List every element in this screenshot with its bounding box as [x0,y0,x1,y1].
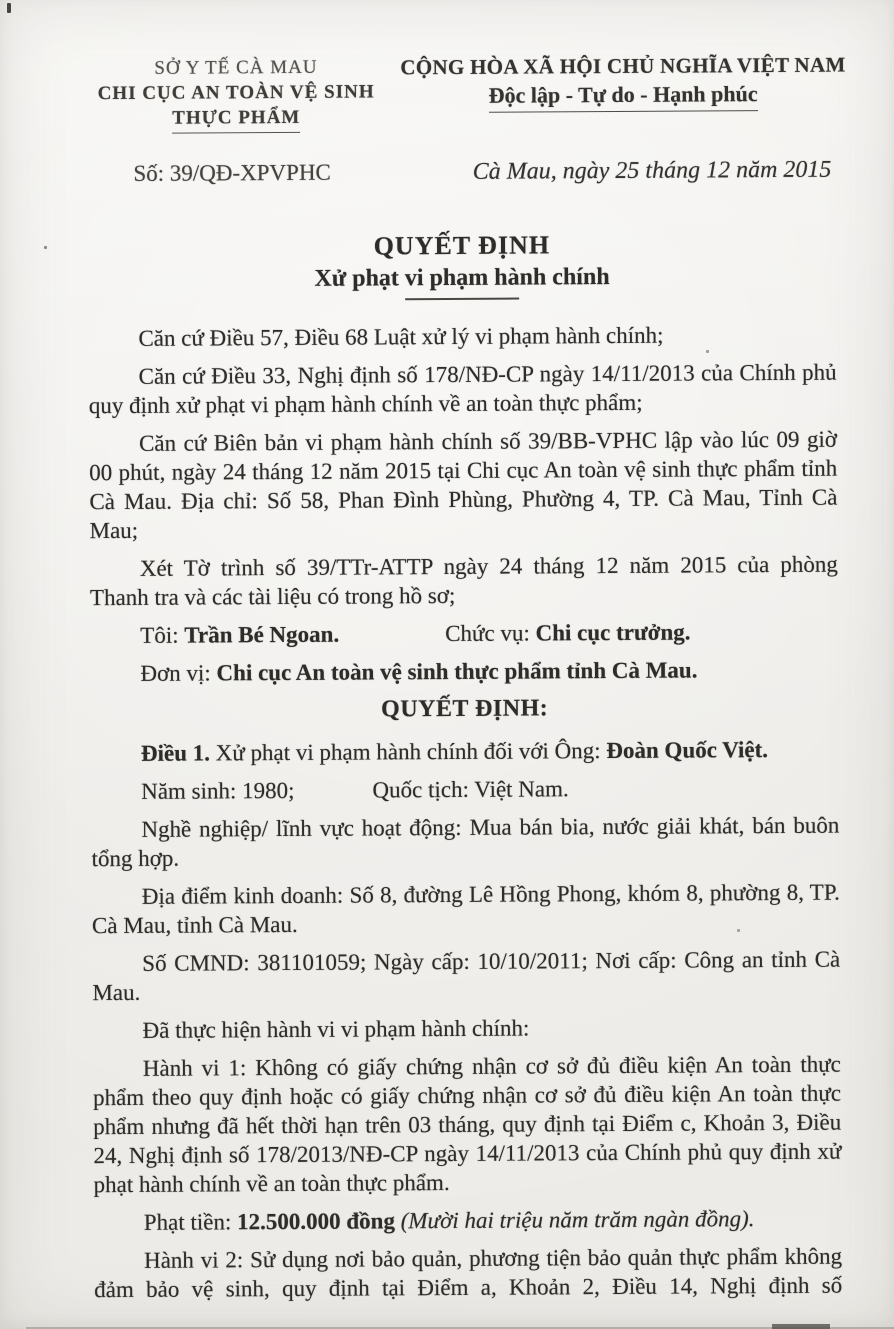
decision-section-heading: QUYẾT ĐỊNH: [381,695,549,723]
fine-1-amount: 12.500.000 đồng [237,1208,396,1235]
nationality: Quốc tịch: Việt Nam. [372,776,569,803]
position-value: Chi cục trưởng. [535,619,691,646]
scan-bottom-smudge [772,1324,830,1329]
agency-name-line2: THỰC PHẨM [172,105,300,134]
recital-4: Xét Tờ trình số 39/TTr-ATTP ngày 24 tháng 12 năm 2015 của phòng Thanh tra và các tài liệu có trong hồ sơ; [89,551,838,611]
issuing-agency-block [87,54,386,134]
fine-1-label: Phạt tiền: [143,1209,232,1235]
scan-speck [706,350,709,353]
article-1-label: Điều 1. [140,740,211,766]
scan-speck [44,246,47,249]
birth-year: Năm sinh: 1980; [141,777,295,804]
place-and-date: Cà Mau, ngày 25 tháng 12 năm 2015 [472,156,832,185]
fine-1-in-words: (Mười hai triệu năm trăm ngàn đồng). [400,1206,755,1234]
unit-value: Chi cục An toàn vệ sinh thực phẩm tỉnh Cà Mau. [216,657,698,686]
parent-agency-name: SỞ Y TẾ CÀ MAU [154,56,318,79]
recital-2: Căn cứ Điều 33, Nghị định số 178/NĐ-CP ngày 14/11/2013 của Chính phủ quy định xử phạt vi phạm hành chính về an toàn thực phẩm; [88,359,837,419]
business-address-line: Địa điểm kinh doanh: Số 8, đường Lê Hồng Phong, khóm 8, phường 8, TP. Cà Mau, tỉnh Cà Mau. [91,879,840,939]
national-title: CỘNG HÒA XÃ HỘI CHỦ NGHĨA VIỆT NAM [400,52,846,80]
unit-line [90,655,838,689]
document-number: Số: 39/QĐ-XPVPHC [133,159,331,186]
recital-3: Căn cứ Biên bản vi phạm hành chính số 39/BB-VPHC lập vào lúc 09 giờ 00 phút, ngày 24 tháng 12 năm 2015 tại Chi cục An toàn vệ sinh thực phẩm tỉnh Cà Mau. Địa chỉ: Số 58, Phan Đình Phùng, Phường 4, TP. Cà Mau, Tỉnh Cà Mau; [89,426,838,544]
spacer [339,641,445,642]
violations-intro: Đã thực hiện hành vi vi phạm hành chính: [142,1015,530,1043]
document-header [87,52,846,135]
recital-1: Căn cứ Điều 57, Điều 68 Luật xử lý vi phạm hành chính; [138,322,664,351]
violation-act-1: Hành vi 1: Không có giấy chứng nhận cơ sở đủ điều kiện An toàn thực phẩm theo quy định hoặc có giấy chứng nhận cơ sở đủ điều kiện An toàn thực phẩm nhưng đã hết thời hạn trên 03 tháng, quy định tại Điểm c, Khoản 3, Điều 24, Nghị định số 178/2013/NĐ-CP ngày 14/11/2013 của Chính phủ quy định xử phạt hành chính về an toàn thực phẩm. [92,1051,842,1198]
position-label: Chức vụ: [445,620,530,647]
fine-1-line [94,1204,842,1238]
officer-line [90,617,838,651]
occupation-line: Nghề nghiệp/ lĩnh vực hoạt động: Mua bán bia, nước giải khát, bán buôn tổng hợp. [91,812,840,872]
identity-line: Số CMND: 381101059; Ngày cấp: 10/10/2011; Nơi cấp: Công an tỉnh Cà Mau. [92,946,841,1006]
unit-label: Đơn vị: [140,660,211,686]
number-date-row [87,157,835,189]
scan-speck [737,929,740,932]
document-body [88,320,842,1305]
agency-name-line1: CHI CỤC AN TOÀN VỆ SINH [97,81,375,105]
officer-label: Tôi: [140,622,179,648]
national-motto-block [385,51,861,113]
birth-nationality-line [91,773,839,807]
document-title: QUYẾT ĐỊNH [373,230,551,261]
officer-name: Trần Bé Ngoan. [184,621,340,648]
article-1-text: Xử phạt vi phạm hành chính đối với Ông: [215,738,601,766]
national-motto: Độc lập - Tự do - Hạnh phúc [489,81,758,113]
violator-name: Đoàn Quốc Việt. [606,737,769,764]
violation-act-2: Hành vi 2: Sử dụng nơi bảo quản, phương tiện bảo quản thực phẩm không đảm bảo vệ sinh, quy định tại Điểm a, Khoản 2, Điều 14, Nghị định số [94,1243,843,1303]
scan-speck [7,3,11,13]
article-1-line [91,735,839,769]
subtitle-underline [405,298,519,301]
document-subtitle: Xử phạt vi phạm hành chính [314,264,610,292]
title-block [88,228,836,303]
